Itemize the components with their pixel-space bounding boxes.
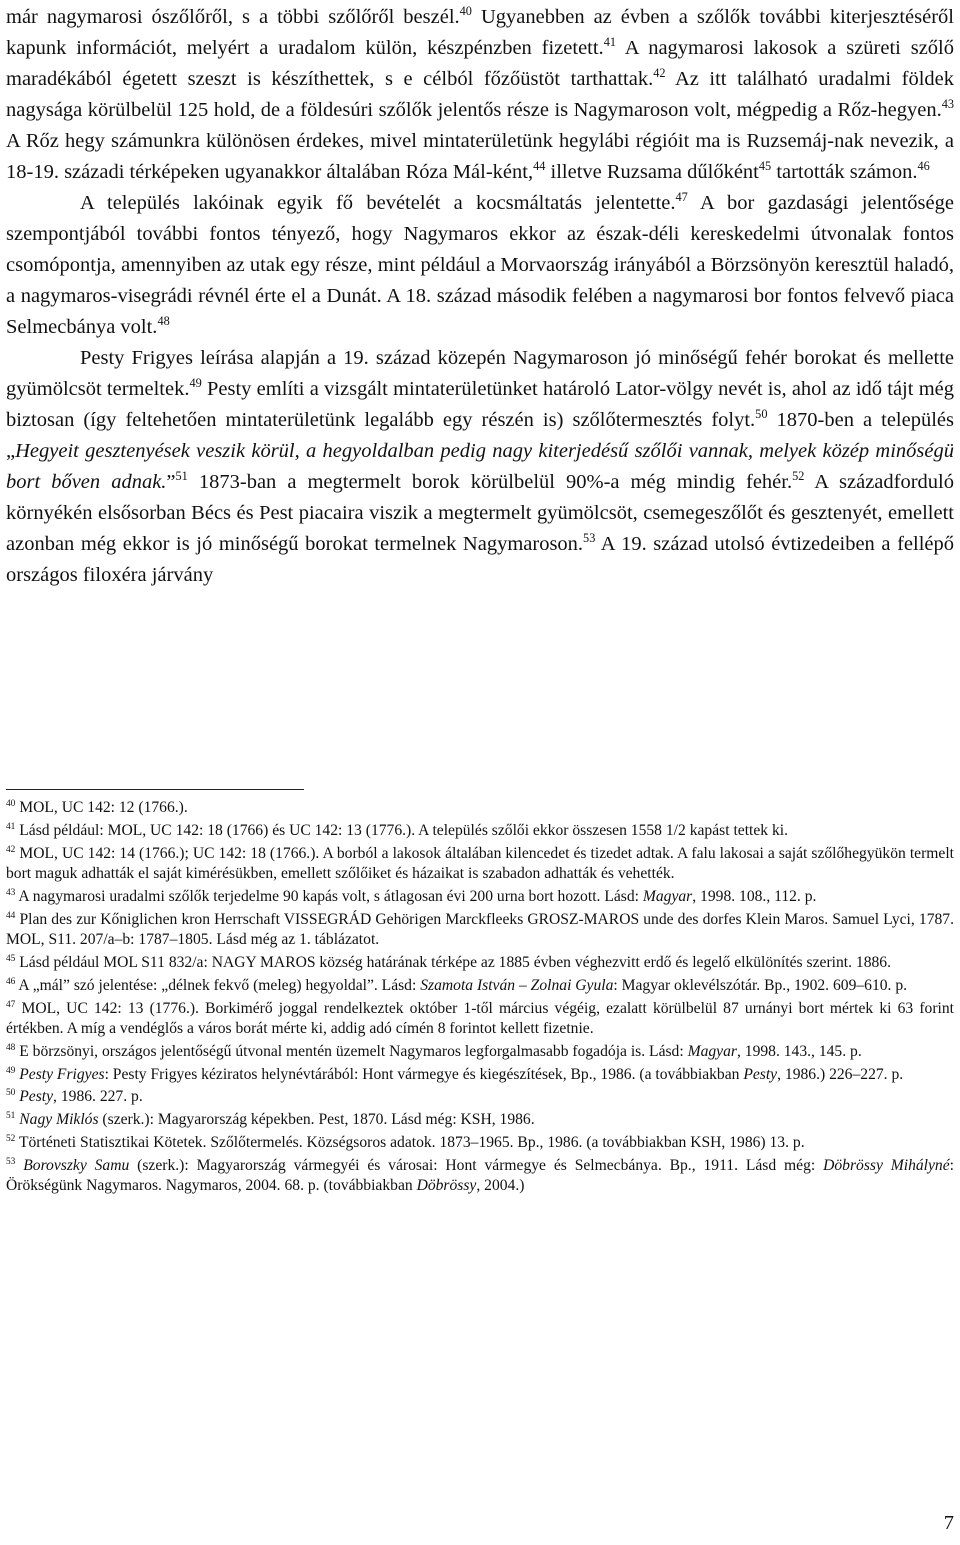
text-run: ” (166, 471, 176, 493)
text-run: A Rőz hegy számunkra különösen érdekes, mivel mintaterületünk hegylábi régióit ma is Ruzsemáj-nak nevezik, a 18-19. századi térképeken ugyanakkor általában Róza Mál-ként, (6, 130, 954, 183)
footnote-ref: 50 (6, 1088, 16, 1099)
footnote-51 (6, 1110, 954, 1131)
footnote-46 (6, 976, 954, 997)
paragraph-2 (6, 188, 954, 343)
italic-run: Nagy Miklós (19, 1111, 99, 1129)
footnote-ref: 50 (755, 407, 768, 422)
text-run: MOL, UC 142: 13 (1776.). Borkimérő joggal rendelkeztek október 1-től március végéig, ezalatt körülbelül 87 urnányi bort mértek ki 63 forint értékben. A míg a vendéglős a város borát mérte ki, addig adó címén 8 forintot kellett fizetnie. (6, 999, 954, 1038)
footnote-ref: 41 (6, 821, 16, 832)
footnote-ref: 51 (175, 469, 188, 484)
footnote-40 (6, 798, 954, 819)
text-run: (szerk.): Magyarország vármegyéi és városai: Hont vármegye és Selmecbánya. Bp., 1911. Lásd még: (129, 1156, 824, 1174)
page (6, 0, 954, 591)
text-run: : Pesty Frigyes kéziratos helynévtárából: Hont vármegye és kiegészítések, Bp., 1986. (a továbbiakban (104, 1065, 744, 1083)
text-run: Lásd például MOL S11 832/a: NAGY MAROS község határának térképe az 1885 évben véghezvitt erdő és legelő elkülönítés szerint. 1886. (15, 953, 891, 971)
text-run: , 1986. 227. p. (53, 1088, 143, 1106)
text-run: már nagymarosi ószőlőről, s a többi szőlőről beszél. (6, 6, 460, 28)
footnote-ref: 48 (6, 1042, 16, 1053)
paragraph-3 (6, 343, 954, 591)
footnote-ref: 43 (6, 887, 16, 898)
italic-run: Pesty Frigyes (19, 1065, 105, 1083)
text-run: A település lakóinak egyik fő bevételét a kocsmáltatás jelentette. (80, 192, 676, 214)
italic-run: Borovszky Samu (23, 1156, 130, 1174)
text-run: A bor gazdasági jelentősége szempontjából további fontos tényező, hogy Nagymaros ekkor az észak-déli kereskedelmi útvonalak fontos csomópontja, amennyiben az utak egy része, mint például a Morvaország irányából a Börzsönyön keresztül haladó, a nagymaros-visegrádi révnél érte el a Dunát. A 18. század második felében a nagymarosi bor fontos felvevő piaca Selmecbánya volt. (6, 192, 954, 338)
footnote-ref: 45 (6, 953, 16, 964)
footnote-ref: 40 (6, 798, 16, 809)
footnote-ref: 52 (792, 469, 805, 484)
footnote-ref: 43 (941, 97, 954, 112)
text-run: tartották számon. (771, 161, 918, 183)
text-run: A századforduló környékén elsősorban Bécs és Pest piacaira viszik a megtermelt gyümölcsöt, csemegeszőlőt és gesztenyét, emellett azonban még ekkor is jó minőségű borokat termelnek Nagymaroson. (6, 471, 954, 555)
paragraph-1 (6, 2, 954, 188)
text-run: Ugyanebben az évben a szőlők további kiterjesztéséről kapunk információt, melyért a uradalom külön, készpénzben fizetett. (6, 6, 954, 59)
page-number: 7 (943, 1512, 954, 1534)
footnote-53 (6, 1156, 954, 1197)
text-run: A nagymarosi lakosok a szüreti szőlő maradékából égetett szeszt is készíthettek, s e célból főzőüstöt tarthattak. (6, 37, 954, 90)
text-run: (szerk.): Magyarország képekben. Pest, 1870. Lásd még: KSH, 1986. (98, 1111, 535, 1129)
italic-run: Pesty (743, 1065, 778, 1083)
footnote-ref: 49 (6, 1065, 16, 1076)
text-run: : Örökségünk Nagymaros. Nagymaros, 2004. 68. p. (továbbiakban (6, 1156, 954, 1195)
text-run: 1873-ban a megtermelt borok körülbelül 90%-a még mindig fehér. (187, 471, 793, 493)
footnote-ref: 47 (675, 190, 688, 205)
footnote-ref: 46 (917, 159, 930, 174)
footnote-52 (6, 1133, 954, 1154)
text-run: , 1998. 143., 145. p. (736, 1042, 862, 1060)
footnote-ref: 46 (6, 976, 16, 987)
text-run: Plan des zur Kőniglichen kron Herrschaft VISSEGRÁD Gehörigen Marckfleeks GROSZ-MAROS unde des dorfes Klein Maros. Samuel Lyci, 1787. MOL, S11. 207/a–b: 1787–1805. Lásd még az 1. táblázatot. (6, 910, 954, 949)
footnote-48 (6, 1042, 954, 1063)
italic-run: Szamota István – Zolnai Gyula (420, 976, 614, 994)
footnote-ref: 42 (653, 66, 666, 81)
text-run: Pesty említi a vizsgált mintaterületünket határoló Lator-völgy nevét is, ahol az idő tájt még biztosan (így feltehetően mintaterületünk legalább egy részén is) szőlőtermesztés folyt. (6, 378, 954, 431)
footnote-45 (6, 953, 954, 974)
text-run: MOL, UC 142: 14 (1766.); UC 142: 18 (1766.). A borból a lakosok általában kilencedet és tizedet adtak. A falu lakosai a saját szőlőhegyükön termelt bort maguk adhatták el saját kimérésükben, emellett szőlőiket és házaikat is szabadon adhatták és vehették. (6, 844, 954, 883)
footnote-ref: 53 (6, 1156, 16, 1167)
text-run: E börzsönyi, országos jelentőségű útvonal mentén üzemelt Nagymaros legforgalmasabb fogadója is. Lásd: (15, 1042, 688, 1060)
italic-run: Magyar (642, 887, 693, 905)
footnote-ref: 44 (6, 910, 16, 921)
main-text (6, 2, 954, 591)
italic-run: Hegyeit gesztenyések veszik körül, a hegyoldalban pedig nagy kiterjedésű szőlői vannak, melyek közép minőségü bort bőven adnak. (6, 440, 954, 493)
footnotes (6, 798, 954, 1199)
footnote-separator (6, 789, 304, 790)
text-run: MOL, UC 142: 12 (1766.). (15, 799, 188, 816)
text-run: A 19. század utolsó évtizedeiben a fellépő országos filoxéra járvány (6, 533, 954, 586)
footnote-ref: 51 (6, 1111, 16, 1122)
footnote-42 (6, 844, 954, 885)
footnote-44 (6, 910, 954, 951)
text-run: Az itt található uradalmi földek nagysága körülbelül 125 hold, de a földesúri szőlők jelentős része is Nagymaroson volt, mégpedig a Rőz-hegyen. (6, 68, 955, 121)
text-run: Pesty Frigyes leírása alapján a 19. század közepén Nagymaroson jó minőségű fehér borokat és mellette gyümölcsöt termeltek. (6, 347, 954, 400)
footnote-47 (6, 999, 954, 1040)
text-run: , 2004.) (476, 1177, 525, 1195)
text-run: Történeti Statisztikai Kötetek. Szőlőtermelés. Községsoros adatok. 1873–1965. Bp., 1986. (a továbbiakban KSH, 1986) 13. p. (15, 1134, 805, 1152)
footnote-ref: 52 (6, 1133, 16, 1144)
italic-run: Magyar (687, 1042, 737, 1060)
footnote-ref: 47 (6, 999, 16, 1010)
footnote-49 (6, 1065, 954, 1086)
footnote-ref: 53 (583, 531, 596, 546)
footnote-50 (6, 1087, 954, 1108)
footnote-ref: 44 (533, 159, 546, 174)
footnote-ref: 41 (603, 35, 616, 50)
footnote-ref: 48 (157, 314, 170, 329)
footnote-ref: 49 (189, 376, 202, 391)
text-run: Lásd például: MOL, UC 142: 18 (1766) és UC 142: 13 (1776.). A település szőlői ekkor összesen 1558 1/2 kapást tettek ki. (15, 821, 789, 839)
italic-run: Pesty (19, 1088, 54, 1106)
footnote-ref: 45 (758, 159, 772, 174)
text-run: , 1986.) 226–227. p. (777, 1065, 904, 1083)
footnote-41 (6, 821, 954, 842)
text-run: : Magyar oklevélszótár. Bp., 1902. 609–610. p. (613, 976, 908, 994)
text-run: , 1998. 108., 112. p. (692, 887, 817, 905)
text-run: 1870-ben a település „ (6, 409, 955, 462)
text-run: illetve Ruzsama dűlőként (545, 161, 759, 183)
italic-run: Döbrössy (416, 1177, 477, 1195)
text-run: A nagymarosi uradalmi szőlők terjedelme 90 kapás volt, s átlagosan évi 200 urna bort hozott. Lásd: (15, 887, 643, 905)
footnote-ref: 40 (459, 4, 472, 19)
italic-run: Döbrössy Mihályné (823, 1156, 950, 1174)
footnote-ref: 42 (6, 844, 16, 855)
text-run: A „mál” szó jelentése: „délnek fekvő (meleg) hegyoldal”. Lásd: (15, 976, 421, 994)
footnote-43 (6, 887, 954, 908)
